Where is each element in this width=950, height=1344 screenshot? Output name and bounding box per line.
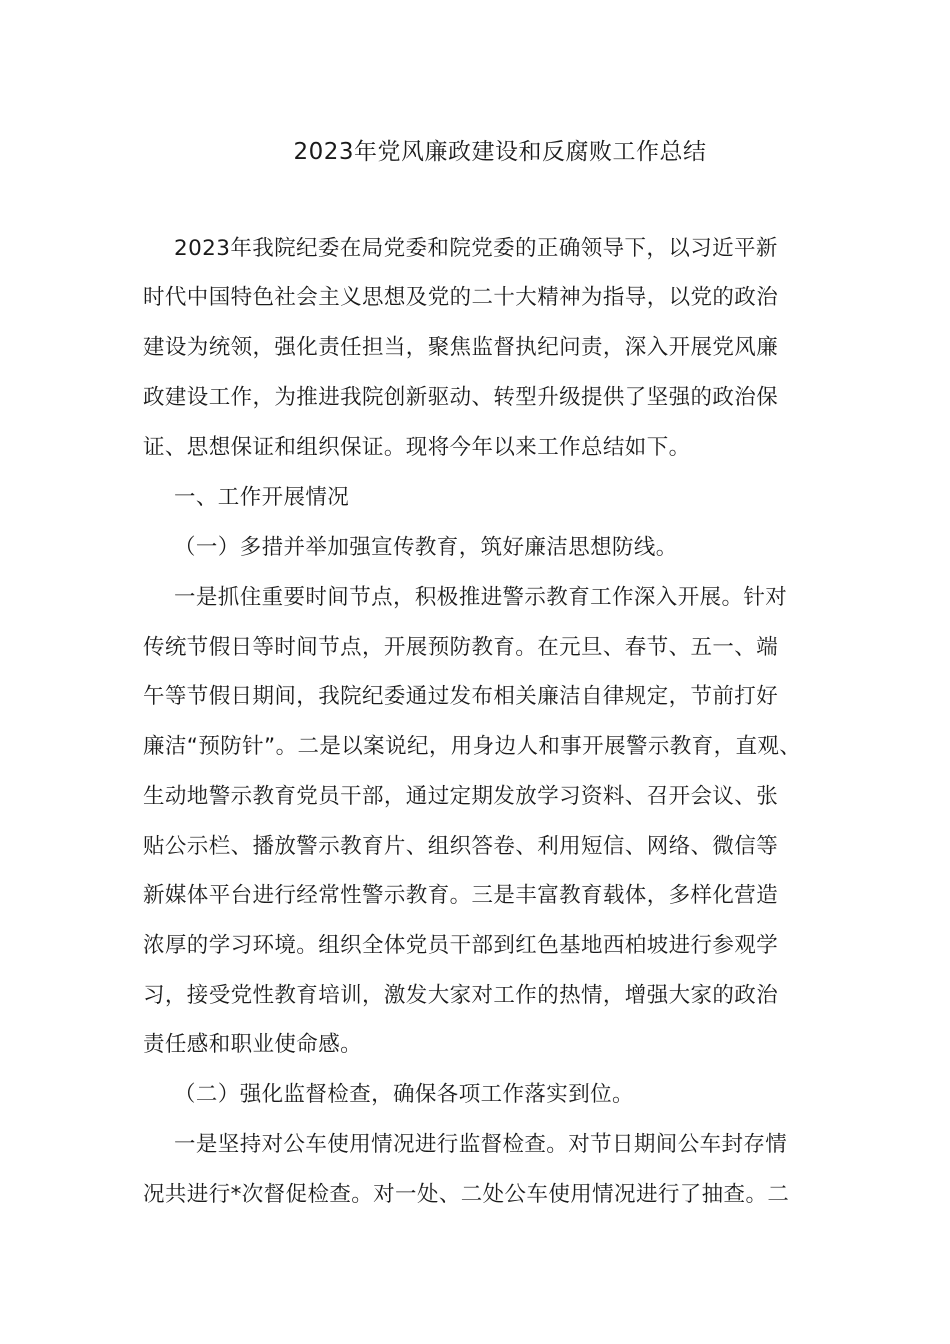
paragraph-line: 传统节假日等时间节点，开展预防教育。在元旦、春节、五一、端: [143, 635, 779, 660]
paragraph-line: 况共进行*次督促检查。对一处、二处公车使用情况进行了抽查。二: [143, 1182, 790, 1207]
section-heading: 一、工作开展情况: [174, 485, 350, 510]
paragraph-line: 一是抓住重要时间节点，积极推进警示教育工作深入开展。针对: [174, 585, 788, 610]
paragraph-line: 习，接受党性教育培训，激发大家对工作的热情，增强大家的政治: [143, 983, 779, 1008]
paragraph-line: 2023年我院纪委在局党委和院党委的正确领导下，以习近平新: [174, 236, 778, 261]
paragraph-line: 贴公示栏、播放警示教育片、组织答卷、利用短信、网络、微信等: [143, 834, 779, 859]
subsection-heading: （一）多措并举加强宣传教育，筑好廉洁思想防线。: [174, 535, 678, 560]
document-title: 2023年党风廉政建设和反腐败工作总结: [293, 139, 707, 165]
paragraph-line: 生动地警示教育党员干部，通过定期发放学习资料、召开会议、张: [143, 784, 779, 809]
paragraph-line: 时代中国特色社会主义思想及党的二十大精神为指导，以党的政治: [143, 285, 779, 310]
subsection-heading: （二）强化监督检查，确保各项工作落实到位。: [174, 1082, 634, 1107]
paragraph-line: 一是坚持对公车使用情况进行监督检查。对节日期间公车封存情: [174, 1132, 788, 1157]
paragraph-line: 建设为统领，强化责任担当，聚焦监督执纪问责，深入开展党风廉: [143, 335, 779, 360]
paragraph-line: 午等节假日期间，我院纪委通过发布相关廉洁自律规定，节前打好: [143, 684, 779, 709]
paragraph-line: 证、思想保证和组织保证。现将今年以来工作总结如下。: [143, 435, 691, 460]
paragraph-line: 新媒体平台进行经常性警示教育。三是丰富教育载体，多样化营造: [143, 883, 779, 908]
paragraph-line: 浓厚的学习环境。组织全体党员干部到红色基地西柏坡进行参观学: [143, 933, 779, 958]
paragraph-line: 责任感和职业使命感。: [143, 1032, 363, 1057]
paragraph-line: 廉洁“预防针”。二是以案说纪，用身边人和事开展警示教育，直观、: [143, 734, 802, 759]
paragraph-line: 政建设工作，为推进我院创新驱动、转型升级提供了坚强的政治保: [143, 385, 779, 410]
